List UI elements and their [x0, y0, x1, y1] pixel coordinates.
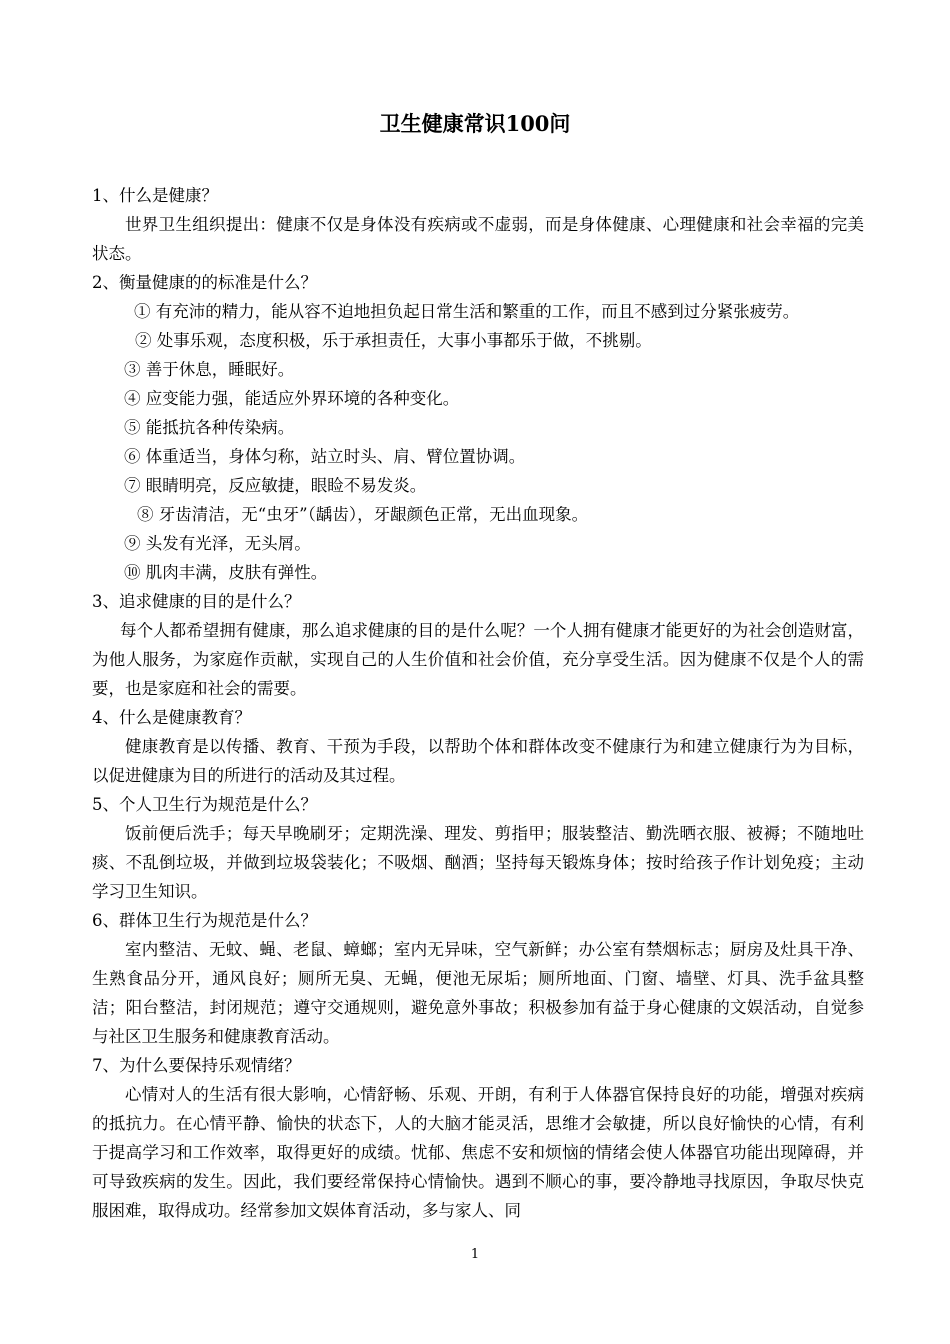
answer-1: 世界卫生组织提出：健康不仅是身体没有疾病或不虚弱，而是身体健康、心理健康和社会幸福的完美状态。: [92, 215, 864, 263]
answer-4: 健康教育是以传播、教育、干预为手段，以帮助个体和群体改变不健康行为和建立健康行为为目标，以促进健康为目的所进行的活动及其过程。: [92, 737, 864, 785]
document-body: [92, 181, 864, 1225]
criteria-item: ⑦ 眼睛明亮，反应敏捷，眼睑不易发炎。: [124, 476, 427, 495]
question-5: 5、个人卫生行为规范是什么？: [92, 795, 317, 814]
criteria-item: ⑨ 头发有光泽，无头屑。: [124, 534, 311, 553]
question-7: 7、为什么要保持乐观情绪？: [92, 1056, 301, 1075]
question-2: 2、衡量健康的的标准是什么？: [92, 273, 317, 292]
question-4: 4、什么是健康教育？: [92, 708, 251, 727]
criteria-item: ② 处事乐观，态度积极，乐于承担责任，大事小事都乐于做，不挑剔。: [135, 331, 652, 350]
answer-7: 心情对人的生活有很大影响，心情舒畅、乐观、开朗，有利于人体器官保持良好的功能，增强对疾病的抵抗力。在心情平静、愉快的状态下，人的大脑才能灵活，思维才会敏捷，所以良好愉快的心情，有利于提高学习和工作效率，取得更好的成绩。忧郁、焦虑不安和烦恼的情绪会使人体器官功能出现障碍，并可导致疾病的发生。因此，我们要经常保持心情愉快。遇到不顺心的事，要冷静地寻找原因，争取尽快克服困难，取得成功。经常参加文娱体育活动，多与家人、同: [92, 1085, 864, 1220]
question-3: 3、追求健康的目的是什么？: [92, 592, 301, 611]
answer-3: 每个人都希望拥有健康，那么追求健康的目的是什么呢？一个人拥有健康才能更好的为社会创造财富，为他人服务，为家庭作贡献，实现自己的人生价值和社会价值，充分享受生活。因为健康不仅是个人的需要，也是家庭和社会的需要。: [92, 621, 864, 698]
criteria-item: ① 有充沛的精力，能从容不迫地担负起日常生活和繁重的工作，而且不感到过分紧张疲劳。: [134, 302, 800, 321]
document-title: 卫生健康常识100问: [379, 111, 571, 136]
criteria-item: ⑩ 肌肉丰满，皮肤有弹性。: [124, 563, 328, 582]
criteria-item: ④ 应变能力强，能适应外界环境的各种变化。: [124, 389, 460, 408]
answer-6: 室内整洁、无蚊、蝇、老鼠、蟑螂；室内无异味，空气新鲜；办公室有禁烟标志；厨房及灶具干净、生熟食品分开，通风良好；厕所无臭、无蝇，便池无尿垢；厕所地面、门窗、墙壁、灯具、洗手盆具整洁；阳台整洁，封闭规范；遵守交通规则，避免意外事故；积极参加有益于身心健康的文娱活动，自觉参与社区卫生服务和健康教育活动。: [92, 940, 864, 1046]
criteria-item: ⑧ 牙齿清洁，无“虫牙”（龋齿），牙龈颜色正常，无出血现象。: [137, 505, 589, 524]
criteria-item: ⑥ 体重适当，身体匀称，站立时头、肩、臂位置协调。: [124, 447, 526, 466]
criteria-item: ③ 善于休息，睡眠好。: [124, 360, 295, 379]
question-6: 6、群体卫生行为规范是什么？: [92, 911, 317, 930]
question-1: 1、什么是健康？: [92, 186, 218, 205]
criteria-item: ⑤ 能抵抗各种传染病。: [124, 418, 295, 437]
answer-5: 饭前便后洗手；每天早晚刷牙；定期洗澡、理发、剪指甲；服装整洁、勤洗晒衣服、被褥；不随地吐痰、不乱倒垃圾，并做到垃圾袋装化；不吸烟、酗酒；坚持每天锻炼身体；按时给孩子作计划免疫；主动学习卫生知识。: [92, 824, 864, 901]
page-number: 1: [470, 1247, 480, 1262]
